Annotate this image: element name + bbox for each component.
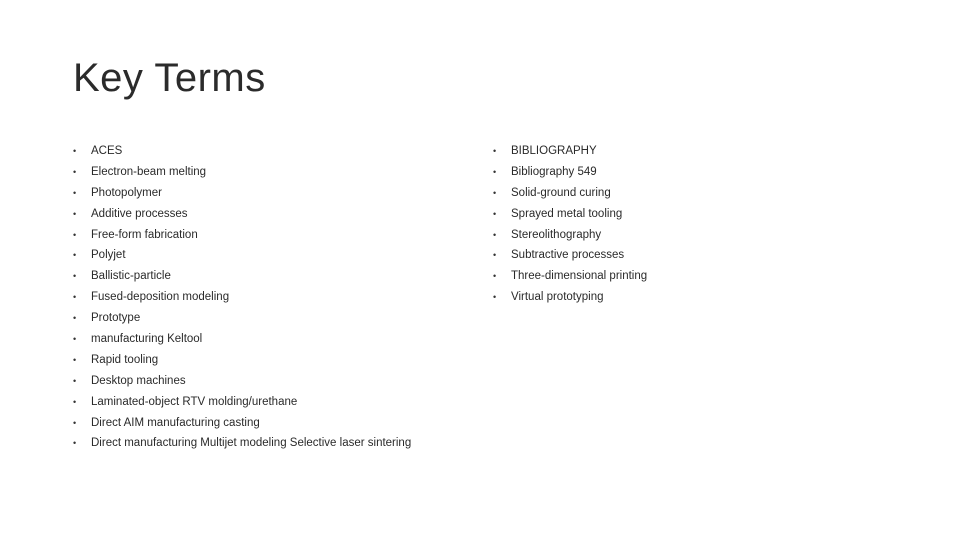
- list-item: [493, 225, 893, 246]
- list-item: [493, 287, 893, 308]
- term-label: Free-form fabrication: [91, 228, 198, 241]
- list-item: [73, 308, 473, 329]
- term-label: Virtual prototyping: [511, 291, 604, 304]
- bullet-icon: •: [73, 166, 77, 177]
- slide-title: Key Terms: [73, 56, 266, 100]
- bullet-icon: •: [73, 208, 77, 219]
- term-label: Stereolithography: [511, 228, 602, 241]
- bullet-icon: •: [73, 146, 77, 156]
- term-label: Prototype: [91, 312, 141, 325]
- bullet-icon: •: [493, 146, 497, 156]
- list-item: [73, 287, 473, 308]
- term-label: Ballistic-particle: [91, 270, 171, 283]
- term-label: Fused-deposition modeling: [91, 291, 230, 304]
- list-item: [493, 183, 893, 204]
- list-item: [73, 204, 473, 225]
- list-item: [73, 162, 473, 183]
- term-label: Subtractive processes: [511, 249, 625, 262]
- term-label: Additive processes: [91, 207, 188, 220]
- list-item: [73, 329, 473, 350]
- bullet-icon: •: [493, 271, 497, 282]
- bullet-icon: •: [493, 166, 497, 177]
- bullet-icon: •: [73, 438, 77, 449]
- term-label: Rapid tooling: [91, 353, 159, 366]
- list-item: [73, 183, 473, 204]
- bullet-icon: •: [73, 417, 77, 428]
- bullet-icon: •: [493, 187, 497, 198]
- term-label: Bibliography 549: [511, 165, 597, 178]
- list-item: [73, 245, 473, 266]
- bullet-icon: •: [73, 334, 77, 345]
- bullet-icon: •: [73, 271, 77, 282]
- list-item: [73, 413, 473, 434]
- term-label: Direct AIM manufacturing casting: [91, 416, 260, 429]
- list-item: [73, 433, 473, 454]
- term-label: Three-dimensional printing: [511, 270, 648, 283]
- bullet-icon: •: [73, 375, 77, 386]
- list-item: [493, 245, 893, 266]
- bullet-icon: •: [493, 229, 497, 240]
- list-item: [73, 141, 473, 162]
- term-label: Solid-ground curing: [511, 186, 611, 199]
- right-term-list: [493, 141, 893, 308]
- term-label: manufacturing Keltool: [91, 333, 203, 346]
- term-label: Photopolymer: [91, 186, 162, 199]
- term-label: Electron-beam melting: [91, 165, 207, 178]
- list-item: [493, 162, 893, 183]
- term-label: Laminated-object RTV molding/urethane: [91, 395, 298, 408]
- term-label: Sprayed metal tooling: [511, 207, 623, 220]
- bullet-icon: •: [73, 250, 77, 261]
- term-label: ACES: [91, 145, 123, 157]
- list-item: [493, 141, 893, 162]
- list-item: [73, 371, 473, 392]
- bullet-icon: •: [73, 292, 77, 303]
- bullet-icon: •: [493, 208, 497, 219]
- term-label: Desktop machines: [91, 374, 186, 387]
- bullet-icon: •: [73, 396, 77, 407]
- left-term-list: [73, 141, 473, 454]
- term-label: BIBLIOGRAPHY: [511, 145, 597, 157]
- term-label: Polyjet: [91, 249, 126, 262]
- bullet-icon: •: [73, 354, 77, 365]
- list-item: [493, 204, 893, 225]
- list-item: [73, 266, 473, 287]
- term-label: Direct manufacturing Multijet modeling Selective laser sintering: [91, 437, 412, 450]
- bullet-icon: •: [73, 313, 77, 324]
- bullet-icon: •: [493, 250, 497, 261]
- list-item: [493, 266, 893, 287]
- bullet-icon: •: [73, 187, 77, 198]
- list-item: [73, 392, 473, 413]
- bullet-icon: •: [493, 292, 497, 303]
- bullet-icon: •: [73, 229, 77, 240]
- list-item: [73, 350, 473, 371]
- list-item: [73, 225, 473, 246]
